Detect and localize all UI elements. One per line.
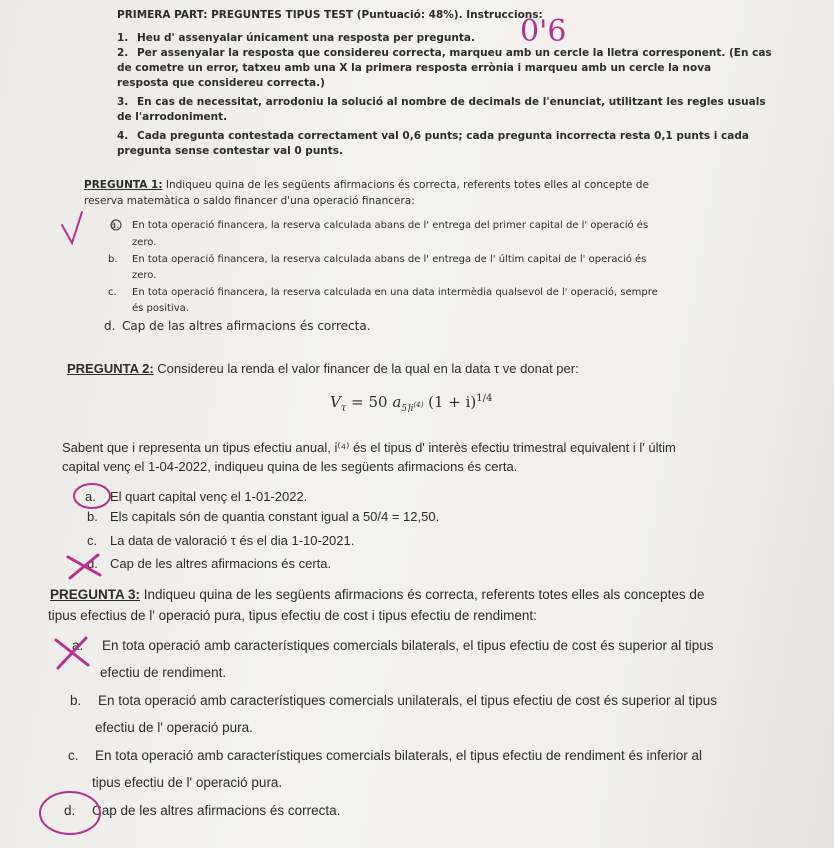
option-letter[interactable]: b. (87, 509, 98, 524)
option-text: Cap de les altres afirmacions és certa. (110, 556, 332, 571)
question-2-text: PREGUNTA 2: Considereu la renda el valor financer de la qual en la data τ ve donat per: (67, 361, 579, 376)
question-3-label: PREGUNTA 3: (50, 587, 141, 602)
option-text: En tota operació financera, la reserva calculada abans de l' entrega de l' últim capital de l' operació és (132, 254, 647, 265)
option-letter[interactable]: d. (64, 803, 76, 818)
instruction-number: 2. (117, 47, 129, 59)
question-1-text: PREGUNTA 1: Indiqueu quina de les següents afirmacions és correcta, referents totes elles al concepte de (84, 179, 649, 191)
instruction-text: Cada pregunta contestada correctament val 0,6 punts; cada pregunta incorrecta resta 0,1 punts i cada (137, 130, 749, 142)
option-text: La data de valoració τ és el dia 1-10-2021. (110, 533, 355, 548)
question-1-text: reserva matemàtica o saldo financer d'una operació financera: (84, 195, 415, 207)
option-text: efectiu de l' operació pura. (95, 720, 253, 735)
option-letter[interactable]: a. (72, 638, 84, 653)
option-text: El quart capital venç el 1-01-2022. (110, 489, 308, 504)
question-1-label: PREGUNTA 1: (84, 179, 163, 191)
option-letter[interactable]: b. (70, 693, 82, 708)
option-text: efectiu de rendiment. (100, 665, 227, 680)
option-text: Els capitals són de quantia constant igual a 50/4 = 12,50. (110, 509, 440, 524)
instruction-number: 4. (117, 130, 129, 142)
instruction-text: de l'arrodoniment. (117, 111, 228, 123)
formula: $V_\tau = 50$ $a_{5⌉i^{(4)}}$ $(1 + i)^{1/4}$ (330, 393, 493, 414)
option-text: En tota operació amb característiques comercials unilaterals, el tipus efectiu de cost és superior al tipus (98, 693, 718, 708)
instruction-text: pregunta sense contestar val 0 punts. (117, 145, 344, 157)
option-text: és positiva. (132, 303, 189, 314)
option-letter[interactable]: b. (108, 254, 118, 265)
option-letter[interactable]: a. (85, 489, 96, 504)
question-2-body: Sabent que i representa un tipus efectiu anual, i⁽⁴⁾ és el tipus d' interès efectiu trimestral equivalent i l' últim (62, 440, 676, 455)
page-title: PRIMERA PART: PREGUNTES TIPUS TEST (Puntuació: 48%). Instruccions: (117, 9, 543, 21)
option-text: Cap de las altres afirmacions és correcta. (122, 319, 371, 333)
option-text: En tota operació amb característiques comercials bilaterals, el tipus efectiu de rendiment és inferior al (95, 748, 703, 763)
option-text: En tota operació financera, la reserva calculada abans de l' entrega del primer capital de l' operació és (132, 220, 649, 231)
option-letter[interactable]: d. (87, 556, 98, 571)
option-letter[interactable]: c. (68, 748, 79, 763)
instruction-number: 1. (117, 32, 129, 44)
option-text: En tota operació financera, la reserva calculada en una data intermèdia qualsevol de l' operació, sempre (132, 287, 658, 298)
instruction-text: de cometre un error, tatxeu amb una X la primera resposta errònia i marqueu amb un cercle la nova (117, 62, 712, 74)
grade-mark: 0'6 (520, 14, 567, 49)
option-text: zero. (132, 237, 157, 248)
question-2-label: PREGUNTA 2: (67, 361, 154, 376)
option-letter[interactable]: a. (110, 220, 120, 231)
option-letter[interactable]: c. (108, 287, 117, 298)
option-letter[interactable]: d. (104, 319, 116, 333)
option-text: zero. (132, 270, 157, 281)
question-2-body: capital venç el 1-04-2022, indiqueu quina de les següents afirmacions és certa. (62, 459, 518, 474)
instruction-text: En cas de necessitat, arrodoniu la solució al nombre de decimals de l'enunciat, utilitzant les regles usuals (137, 96, 766, 108)
option-text: En tota operació amb característiques comercials bilaterals, el tipus efectiu de cost és superior al tipus (102, 638, 714, 653)
option-text: tipus efectiu de l' operació pura. (92, 775, 283, 790)
instruction-text: Heu d' assenyalar únicament una resposta per pregunta. (137, 32, 475, 44)
option-text: Cap de les altres afirmacions és correcta. (92, 803, 341, 818)
question-3-text: PREGUNTA 3: Indiqueu quina de les següents afirmacions és correcta, referents totes elles als conceptes de (50, 587, 705, 602)
instruction-text: resposta que considereu correcta.) (117, 77, 325, 89)
option-letter[interactable]: c. (87, 533, 98, 548)
instruction-text: Per assenyalar la resposta que considereu correcta, marqueu amb un cercle la lletra corresponent. (En cas (137, 47, 772, 59)
instruction-number: 3. (117, 96, 129, 108)
question-3-text: tipus efectius de l' operació pura, tipus efectiu de cost i tipus efectiu de rendiment: (48, 608, 537, 623)
checkmark-icon (62, 212, 82, 243)
